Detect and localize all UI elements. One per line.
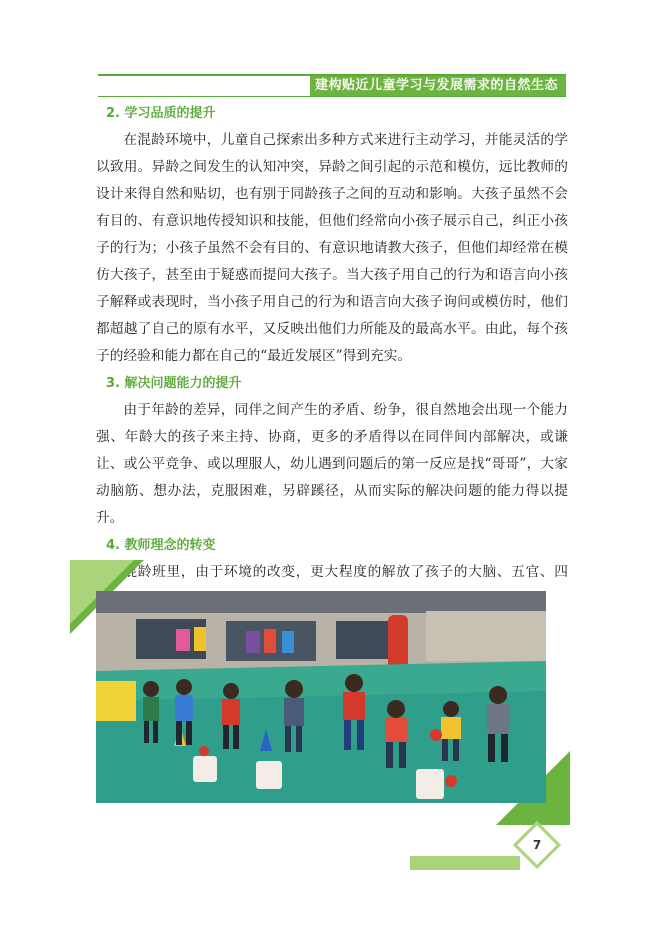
photo-illustration [96, 591, 546, 803]
bucket-2 [256, 761, 282, 789]
ball-2 [199, 746, 209, 756]
tower [426, 611, 546, 661]
footer-bar [410, 856, 520, 870]
page-number: 7 [532, 838, 542, 852]
article-body [96, 100, 568, 613]
clothes-2 [194, 627, 206, 651]
building-roof [96, 591, 546, 613]
ball-1 [430, 729, 442, 741]
bucket-1 [193, 756, 217, 782]
children-playing-photo [96, 591, 546, 803]
section-heading-teacher-concept: 4. 教师理念的转变 [106, 538, 216, 553]
window-3 [336, 621, 396, 659]
yellow-mat [96, 681, 136, 721]
paragraph-teacher-concept: 混龄班里，由于环境的改变，更大程度的解放了孩子的大脑、五官、四 [123, 564, 568, 580]
running-title: 建构贴近儿童学习与发展需求的自然生态 [310, 76, 566, 96]
section-heading-learning-quality: 2. 学习品质的提升 [106, 106, 216, 121]
ball-3 [445, 775, 457, 787]
clothes-1 [176, 629, 190, 651]
paragraph-problem-solving: 由于年龄的差异，同伴之间产生的矛盾、纷争，很自然地会出现一个能力强、年龄大的孩子来主持、协商，更多的矛盾得以在同伴间内部解决，或谦让、或公平竞争、或以理服人，幼儿遇到问题后的第一反应是找“哥哥”，大家动脑筋、想办法，克服困难，另辟蹊径，从而实际的解决问题的能力得以提升。 [96, 402, 568, 526]
header-rule-bottom [98, 96, 566, 97]
photo-frame [70, 560, 570, 825]
section-heading-problem-solving: 3. 解决问题能力的提升 [106, 376, 242, 391]
bucket-3 [416, 769, 444, 799]
clothes-3 [246, 631, 260, 653]
paragraph-learning-quality: 在混龄环境中，儿童自己探索出多种方式来进行主动学习，并能灵活的学以致用。异龄之间发生的认知冲突，异龄之间引起的示范和模仿，远比教师的设计来得自然和贴切，也有别于同龄孩子之间的互动和影响。大孩子虽然不会有目的、有意识地传授知识和技能，但他们经常向小孩子展示自己，纠正小孩子的行为；小孩子虽然不会有目的、有意识地请教大孩子，但他们却经常在模仿大孩子，甚至由于疑惑而提问大孩子。当大孩子用自己的行为和语言向小孩子解释或表现时，当小孩子用自己的行为和语言向大孩子询问或模仿时，他们都超越了自己的原有水平，又反映出他们力所能及的最高水平。由此，每个孩子的经验和能力都在自己的“最近发展区”得到充实。 [96, 132, 568, 364]
clothes-4 [264, 629, 276, 653]
clothes-5 [282, 631, 294, 653]
